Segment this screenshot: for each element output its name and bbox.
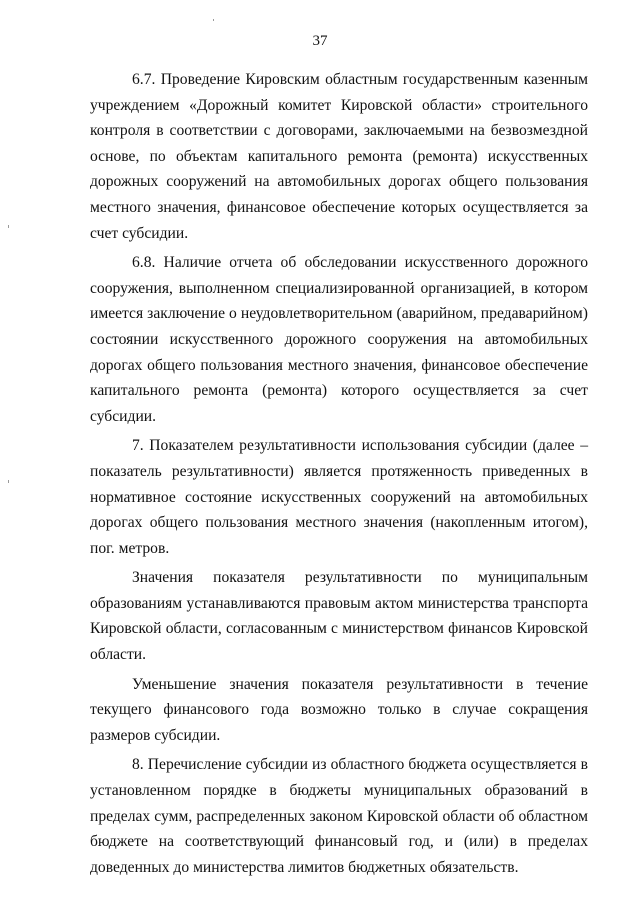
scan-mark xyxy=(8,225,9,228)
scan-mark xyxy=(8,480,9,483)
paragraph-indicator-values: Значения показателя результативности по муниципальным образованиям устанавливаются правовым актом министерства транспорта Кировской области, согласованным с министерством финансов Кировской области. xyxy=(90,569,588,664)
paragraph-indicator-reduction: Уменьшение значения показателя результативности в течение текущего финансового года возможно только в случае сокращения размеров субсидии. xyxy=(90,675,588,744)
paragraph-7: 7. Показателем результативности использования субсидии (далее – показатель результативности) является протяженность приведенных в нормативное состояние искусственных сооружений на автомобильных дорогах общего пользования местного значения (накопленным итогом), пог. метров. xyxy=(90,437,588,557)
document-body xyxy=(90,67,588,884)
paragraph-6-7: 6.7. Проведение Кировским областным государственным казенным учреждением «Дорожный комитет Кировской области» строительного контроля в соответствии с договорами, заключаемыми на безвозмездной основе, по объектам капитального ремонта (ремонта) искусственных дорожных сооружений на автомобильных дорогах общего пользования местного значения, финансовое обеспечение которых осуществляется за счет субсидии. xyxy=(90,71,588,242)
scan-mark xyxy=(213,19,214,21)
paragraph-6-8: 6.8. Наличие отчета об обследовании искусственного дорожного сооружения, выполненном специализированной организацией, в котором имеется заключение о неудовлетворительном (аварийном, предаварийном) состоянии искусственного дорожного сооружения на автомобильных дорогах общего пользования местного значения, финансовое обеспечение капитального ремонта (ремонта) которого осуществляется за счет субсидии. xyxy=(90,254,588,425)
page-number: 37 xyxy=(312,33,328,49)
paragraph-8: 8. Перечисление субсидии из областного бюджета осуществляется в установленном порядке в бюджеты муниципальных образований в пределах сумм, распределенных законом Кировской области об областном бюджете на соответствующий финансовый год, и (или) в пределах доведенных до министерства лимитов бюджетных обязательств. xyxy=(90,756,588,876)
